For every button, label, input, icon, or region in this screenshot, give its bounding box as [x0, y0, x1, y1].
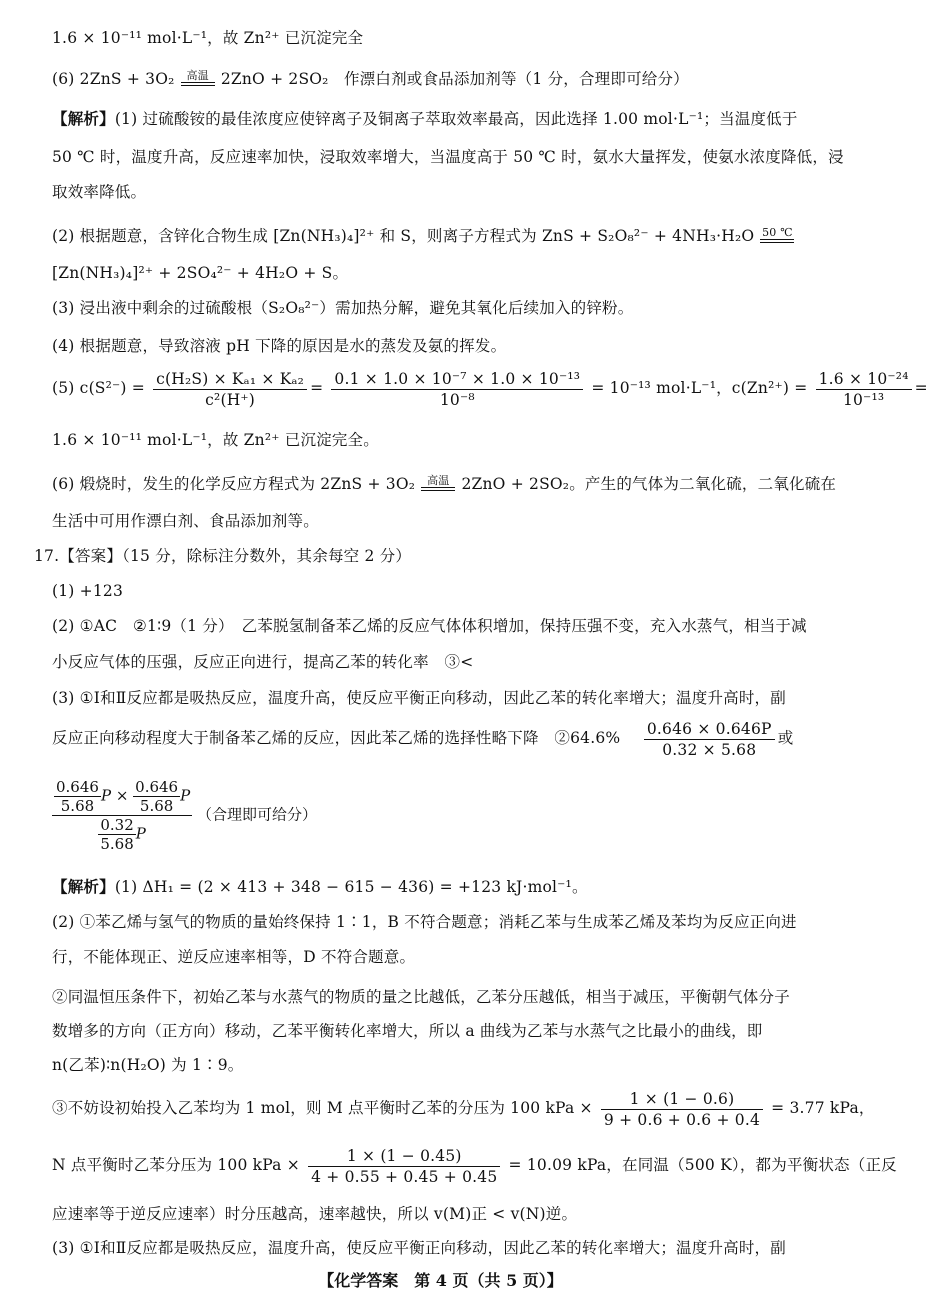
line-zn-complete: 1.6 × 10⁻¹¹ mol·L⁻¹，故 Zn²⁺ 已沉淀完全 — [52, 29, 364, 47]
cf-a2-den: 5.68 — [139, 797, 174, 815]
a5-f2-den: 10⁻⁸ — [439, 390, 475, 409]
analysis-2-condition — [760, 227, 794, 243]
a5-f2-num: 0.1 × 1.0 × 10⁻⁷ × 1.0 × 10⁻¹³ — [331, 369, 583, 390]
q17-analysis-1 — [52, 876, 853, 898]
q17-fraction — [644, 719, 775, 760]
cf-a2 — [133, 778, 180, 815]
cf-b — [98, 816, 135, 853]
q17-analysis-2-line5: n(乙苯)∶n(H₂O) 为 1∶9。 — [52, 1056, 244, 1074]
cf-a2-num: 0.646 — [135, 778, 179, 796]
b3-text-b: = 3.77 kPa， — [771, 1099, 875, 1117]
analysis-3: (3) 浸出液中剩余的过硫酸根（S₂O₈²⁻）需加热分解，避免其氧化后续加入的锌粉。 — [52, 299, 634, 317]
analysis-2-line2: [Zn(NH₃)₄]²⁺ + 2SO₄²⁻ + 4H₂O + S。 — [52, 264, 349, 282]
analysis-2-text: (2) 根据题意，含锌化合物生成 [Zn(NH₃)₄]²⁺ 和 S，则离子方程式为 ZnS + S₂O₈²⁻ + 4NH₃·H₂O — [52, 227, 755, 245]
compound-fraction — [52, 778, 192, 853]
b3-f1-num: 1 × (1 − 0.6) — [601, 1089, 763, 1110]
q17-answer-3-line1: (3) ①Ⅰ和Ⅱ反应都是吸热反应，温度升高，使反应平衡正向移动，因此乙苯的转化率增大；温度升高时，副 — [52, 689, 786, 707]
analysis-1-line1 — [52, 108, 853, 130]
cf-numerator: $\frac{0.646}{5.68}$ P × $\frac{0.646}{5.68}$ P — [52, 778, 192, 816]
q17-answer-2-line1: (2) ①AC ②1∶9（1 分） 乙苯脱氢制备苯乙烯的反应气体体积增加，保持压强不变，充入水蒸气，相当于减 — [52, 617, 807, 635]
a6-text-a: (6) 煅烧时，发生的化学反应方程式为 2ZnS + 3O₂ — [52, 475, 416, 493]
b3-f2-num: 1 × (1 − 0.45) — [308, 1146, 500, 1167]
analysis-5-line1: (5) c(S²⁻) = $\frac{\text{c(H₂S) × Kₐ₁ × Kₐ₂}}{\text{c²(H⁺)}}$ = $\frac{\text{0.1 × 1.0 × 10⁻⁷ × 1.0 × 10⁻¹³}}{\text{10⁻⁸}}$ = 10⁻¹³ mol·L⁻¹，c(Zn²⁺) = $\frac{\text{1.6 × 10⁻²⁴}}{\text{10⁻¹³}}$ = — [52, 369, 928, 409]
analysis-4: (4) 根据题意，导致溶液 pH 下降的原因是水的蒸发及氨的挥发。 — [52, 337, 507, 355]
q17-analysis-2-line1: (2) ①苯乙烯与氢气的物质的量始终保持 1∶1，B 不符合题意；消耗乙苯与生成苯乙烯及苯均为反应正向进 — [52, 913, 797, 931]
q17-answer-3-line2 — [52, 718, 853, 760]
a6-condition — [421, 475, 455, 491]
a5-fraction-2 — [331, 369, 583, 410]
q17-analysis-label: 【解析】 — [52, 877, 115, 896]
page-footer: 【化学答案 第 4 页（共 5 页）】 — [318, 1271, 563, 1290]
q17-answer-2-line2: 小反应气体的压强，反应正向进行，提高乙苯的转化率 ③< — [52, 653, 474, 671]
a5-mid: = 10⁻¹³ mol·L⁻¹，c(Zn²⁺) = — [591, 379, 808, 397]
q17-compound-fraction — [52, 778, 317, 853]
eq6-condition — [181, 70, 215, 86]
a5-f3-den: 10⁻¹³ — [842, 390, 885, 409]
cf-denominator: $\frac{0.32}{5.68}$ P — [100, 816, 146, 853]
b3-f2-den: 4 + 0.55 + 0.45 + 0.45 — [311, 1167, 498, 1186]
analysis-5-line2: 1.6 × 10⁻¹¹ mol·L⁻¹，故 Zn²⁺ 已沉淀完全。 — [52, 431, 379, 449]
b3-fraction-1 — [601, 1089, 763, 1130]
analysis-6-line1 — [52, 473, 853, 495]
q17-analysis-2-line2: 行，不能体现正、逆反应速率相等，D 不符合题意。 — [52, 948, 416, 966]
a5-fraction-3 — [816, 369, 912, 410]
q17-analysis-4: (3) ①Ⅰ和Ⅱ反应都是吸热反应，温度升高，使反应平衡正向移动，因此乙苯的转化率增大；温度升高时，副 — [52, 1239, 786, 1257]
analysis-1-text: (1) 过硫酸铵的最佳浓度应使锌离子及铜离子萃取效率最高，因此选择 1.00 mol·L⁻¹；当温度低于 — [114, 110, 798, 128]
q17-f-den: 0.32 × 5.68 — [662, 740, 757, 759]
a6-text-b: 2ZnO + 2SO₂。产生的气体为二氧化硫，二氧化硫在 — [461, 475, 837, 493]
cf-b-den: 5.68 — [100, 835, 134, 853]
a5-f1-num: c(H₂S) × Kₐ₁ × Kₐ₂ — [153, 369, 307, 390]
a5-lhs: (5) c(S²⁻) = — [52, 379, 145, 397]
cf-b-num: 0.32 — [100, 816, 134, 834]
eq6-line — [52, 68, 853, 90]
a6-cond-label: 高温 — [427, 474, 450, 487]
cf-note: （合理即可给分） — [196, 805, 317, 824]
eq6-lhs: (6) 2ZnS + 3O₂ — [52, 70, 175, 88]
eq6-use: 作漂白剂或食品添加剂等（1 分，合理即可给分） — [343, 70, 689, 88]
analysis-2-line1 — [52, 225, 853, 247]
analysis-6-line2: 生活中可用作漂白剂、食品添加剂等。 — [52, 512, 319, 530]
q17-analysis-2-line3: ②同温恒压条件下，初始乙苯与水蒸气的物质的量之比越低，乙苯分压越低，相当于减压，平衡朝气体分子 — [52, 988, 790, 1006]
q17-or: 或 — [777, 729, 794, 747]
q17-analysis-3-line1 — [52, 1088, 875, 1130]
eq6-rhs: 2ZnO + 2SO₂ — [220, 70, 329, 88]
q17-answer-1: (1) +123 — [52, 582, 124, 600]
b3-text-a: ③不妨设初始投入乙苯均为 1 mol，则 M 点平衡时乙苯的分压为 100 kPa × — [52, 1099, 593, 1117]
analysis-1-line3: 取效率降低。 — [52, 183, 147, 201]
a5-fraction-1 — [153, 369, 307, 410]
cf-a1 — [54, 778, 101, 815]
b3-fraction-2 — [308, 1146, 500, 1187]
q17-analysis-3-line3: 应速率等于逆反应速率）时分压越高，速率越快，所以 v(M)正 < v(N)逆。 — [52, 1205, 578, 1223]
analysis-1-line2: 50 ℃ 时，温度升高，反应速率加快，浸取效率增大，当温度高于 50 ℃ 时，氨水大量挥发，使氨水浓度降低，浸 — [52, 148, 844, 166]
a5-f3-num: 1.6 × 10⁻²⁴ — [816, 369, 912, 390]
b3-f1-den: 9 + 0.6 + 0.6 + 0.4 — [603, 1110, 761, 1129]
b3-text-d: = 10.09 kPa，在同温（500 K），都为平衡状态（正反 — [508, 1156, 897, 1174]
q17-answer-header: 17.【答案】（15 分，除标注分数外，其余每空 2 分） — [34, 547, 412, 565]
cf-a1-den: 5.68 — [60, 797, 95, 815]
q17-f-num: 0.646 × 0.646P — [644, 719, 775, 740]
b3-text-c: N 点平衡时乙苯分压为 100 kPa × — [52, 1156, 300, 1174]
cond-label: 高温 — [186, 69, 209, 82]
cond-50c-label: 50 ℃ — [762, 226, 793, 239]
a5-f1-den: c²(H⁺) — [205, 390, 256, 409]
q17-analysis-2-line4: 数增多的方向（正方向）移动，乙苯平衡转化率增大，所以 a 曲线为乙苯与水蒸气之比最小的曲线，即 — [52, 1022, 763, 1040]
q17-3b-text: 反应正向移动程度大于制备苯乙烯的反应，因此苯乙烯的选择性略下降 ②64.6% — [52, 729, 621, 747]
q17-analysis-1-text: (1) ΔH₁ = (2 × 413 + 348 − 615 − 436) = +123 kJ·mol⁻¹。 — [114, 878, 588, 896]
q17-analysis-3-line2 — [52, 1145, 897, 1187]
analysis-label: 【解析】 — [52, 109, 115, 128]
cf-a1-num: 0.646 — [56, 778, 99, 796]
